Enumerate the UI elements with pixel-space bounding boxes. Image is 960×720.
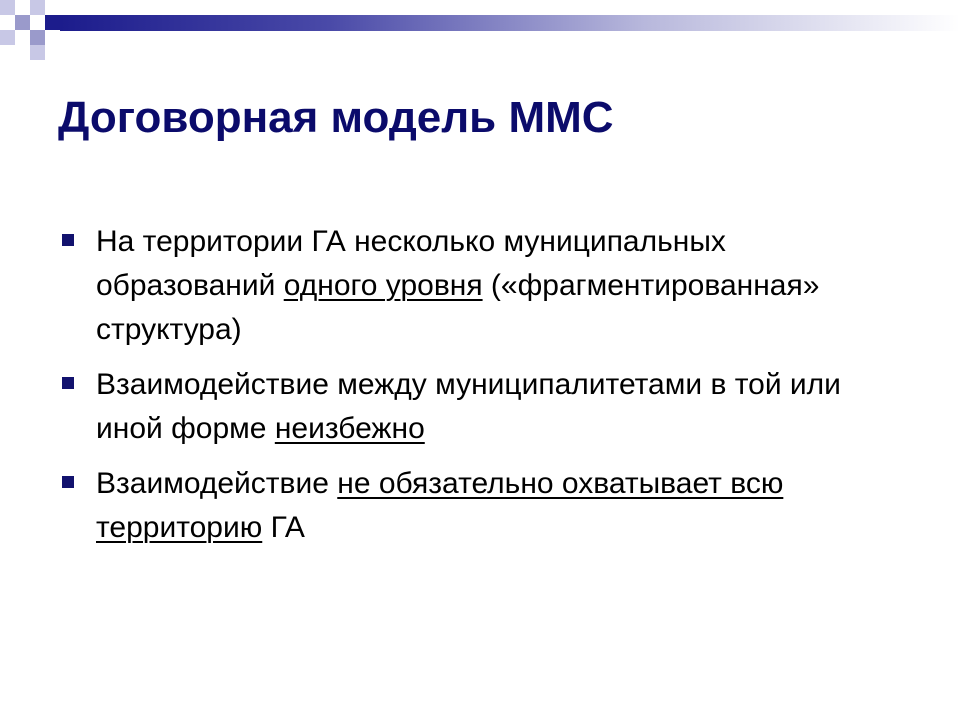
decor-square xyxy=(30,15,45,30)
bullet-item xyxy=(58,363,898,451)
bullet-text: («фрагментированная» структура) xyxy=(96,269,820,346)
square-bullet-icon xyxy=(62,377,74,389)
bullet-text: На территории ГА несколько муниципальных образований xyxy=(96,225,726,302)
decor-square xyxy=(0,30,15,45)
slide-title: Договорная модель ММС xyxy=(58,93,614,142)
bullet-list xyxy=(58,220,898,561)
decor-square xyxy=(15,30,30,45)
bullet-item xyxy=(58,462,898,550)
underlined-text: неизбежно xyxy=(274,412,425,445)
decor-square xyxy=(30,45,45,60)
header-decoration xyxy=(0,0,960,60)
decor-square xyxy=(30,30,45,45)
decor-square xyxy=(45,15,60,30)
decor-square xyxy=(15,15,30,30)
decor-square xyxy=(0,0,15,15)
decor-square xyxy=(15,0,30,15)
underlined-text: одного уровня xyxy=(283,269,483,302)
decor-square xyxy=(30,0,45,15)
header-gradient-bar xyxy=(60,15,960,31)
square-bullet-icon xyxy=(62,476,74,488)
decor-square xyxy=(45,0,60,15)
underlined-text: не обязательно охватывает всю территорию xyxy=(96,467,784,544)
decor-square xyxy=(0,15,15,30)
bullet-text: Взаимодействие между муниципалитетами в той или иной форме xyxy=(96,368,841,445)
square-bullet-icon xyxy=(62,234,74,246)
bullet-text: ГА xyxy=(262,511,305,544)
bullet-text: Взаимодействие xyxy=(96,467,338,500)
bullet-item xyxy=(58,220,898,352)
